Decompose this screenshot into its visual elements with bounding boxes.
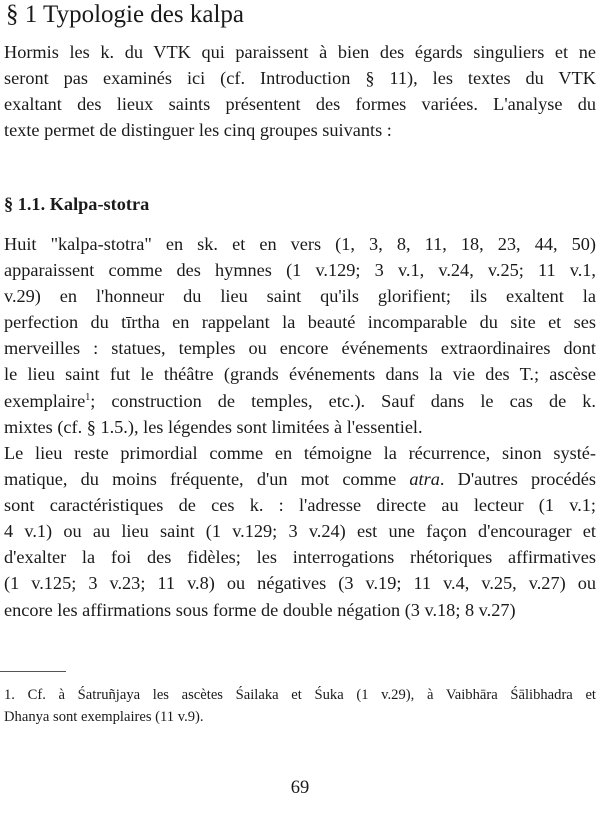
text-line xyxy=(4,466,596,492)
intro-paragraph xyxy=(4,39,596,143)
text-line: mixtes (cf. § 1.5.), les légendes sont limitées à l'essentiel. xyxy=(4,416,423,437)
text-line: (1 v.125; 3 v.23; 11 v.8) ou négatives (3 v.19; 11 v.4, v.25, v.27) ou xyxy=(4,573,596,594)
text-line: sont caractéristiques de ces k. : l'adresse directe au lecteur (1 v.1; xyxy=(4,495,596,516)
text-line: Hormis les k. du VTK qui paraissent à bien des égards singuliers et ne xyxy=(4,42,596,62)
italic-term: atra xyxy=(409,469,440,490)
text-line: merveilles : statues, temples ou encore événements extraordinaires dont xyxy=(4,338,596,359)
text-line: seront pas examinés ici (cf. Introduction § 11), les textes du VTK xyxy=(4,68,596,89)
section-title: § 1 Typologie des kalpa xyxy=(6,1,245,28)
text-line: le lieu saint fut le théâtre (grands événements dans la vie des T.; ascèse xyxy=(4,364,596,385)
footnote xyxy=(4,684,596,728)
text-fragment: exemplaire xyxy=(4,390,86,411)
text-line: apparaissent comme des hymnes (1 v.129; 3 v.1, v.24, v.25; 11 v.1, xyxy=(4,260,596,281)
footnote-reference: 1 xyxy=(85,391,91,403)
text-line: 4 v.1) ou au lieu saint (1 v.129; 3 v.24) est une façon d'encourager et xyxy=(4,521,596,542)
text-fragment: matique, du moins fréquente, d'un mot comme xyxy=(4,469,397,490)
text-line: encore les affirmations sous forme de double négation (3 v.18; 8 v.27) xyxy=(4,599,516,620)
text-line: exaltant des lieux saints présentent des formes variées. L'analyse du xyxy=(4,94,596,115)
text-line: d'exalter la foi des fidèles; les interrogations rhétoriques affirmatives xyxy=(4,547,596,568)
subsection-title: § 1.1. Kalpa-stotra xyxy=(4,194,150,214)
footnote-line: 1. Cf. à Śatruñjaya les ascètes Śailaka et Śuka (1 v.29), à Vaibhāra Śālibhadra et xyxy=(4,687,596,703)
text-line: texte permet de distinguer les cinq groupes suivants : xyxy=(4,120,392,141)
page-number: 69 xyxy=(290,778,310,798)
text-line: perfection du tīrtha en rappelant la beauté incomparable du site et ses xyxy=(4,312,596,333)
text-fragment: . D'autres procédés xyxy=(439,469,596,490)
text-fragment: ; construction de temples, etc.). Sauf dans le cas de k. xyxy=(90,390,596,411)
kalpa-stotra-paragraph xyxy=(4,231,596,440)
text-line: v.29) en l'honneur du lieu saint qu'ils glorifient; ils exaltent la xyxy=(4,286,596,307)
footnote-divider xyxy=(0,671,66,672)
text-line xyxy=(4,388,596,414)
text-line: Huit "kalpa-stotra" en sk. et en vers (1, 3, 8, 11, 18, 23, 44, 50) xyxy=(4,234,596,254)
footnote-line: Dhanya sont exemplaires (11 v.9). xyxy=(4,709,204,725)
lieu-paragraph xyxy=(4,440,596,623)
text-line: Le lieu reste primordial comme en témoigne la récurrence, sinon systé- xyxy=(4,443,596,463)
